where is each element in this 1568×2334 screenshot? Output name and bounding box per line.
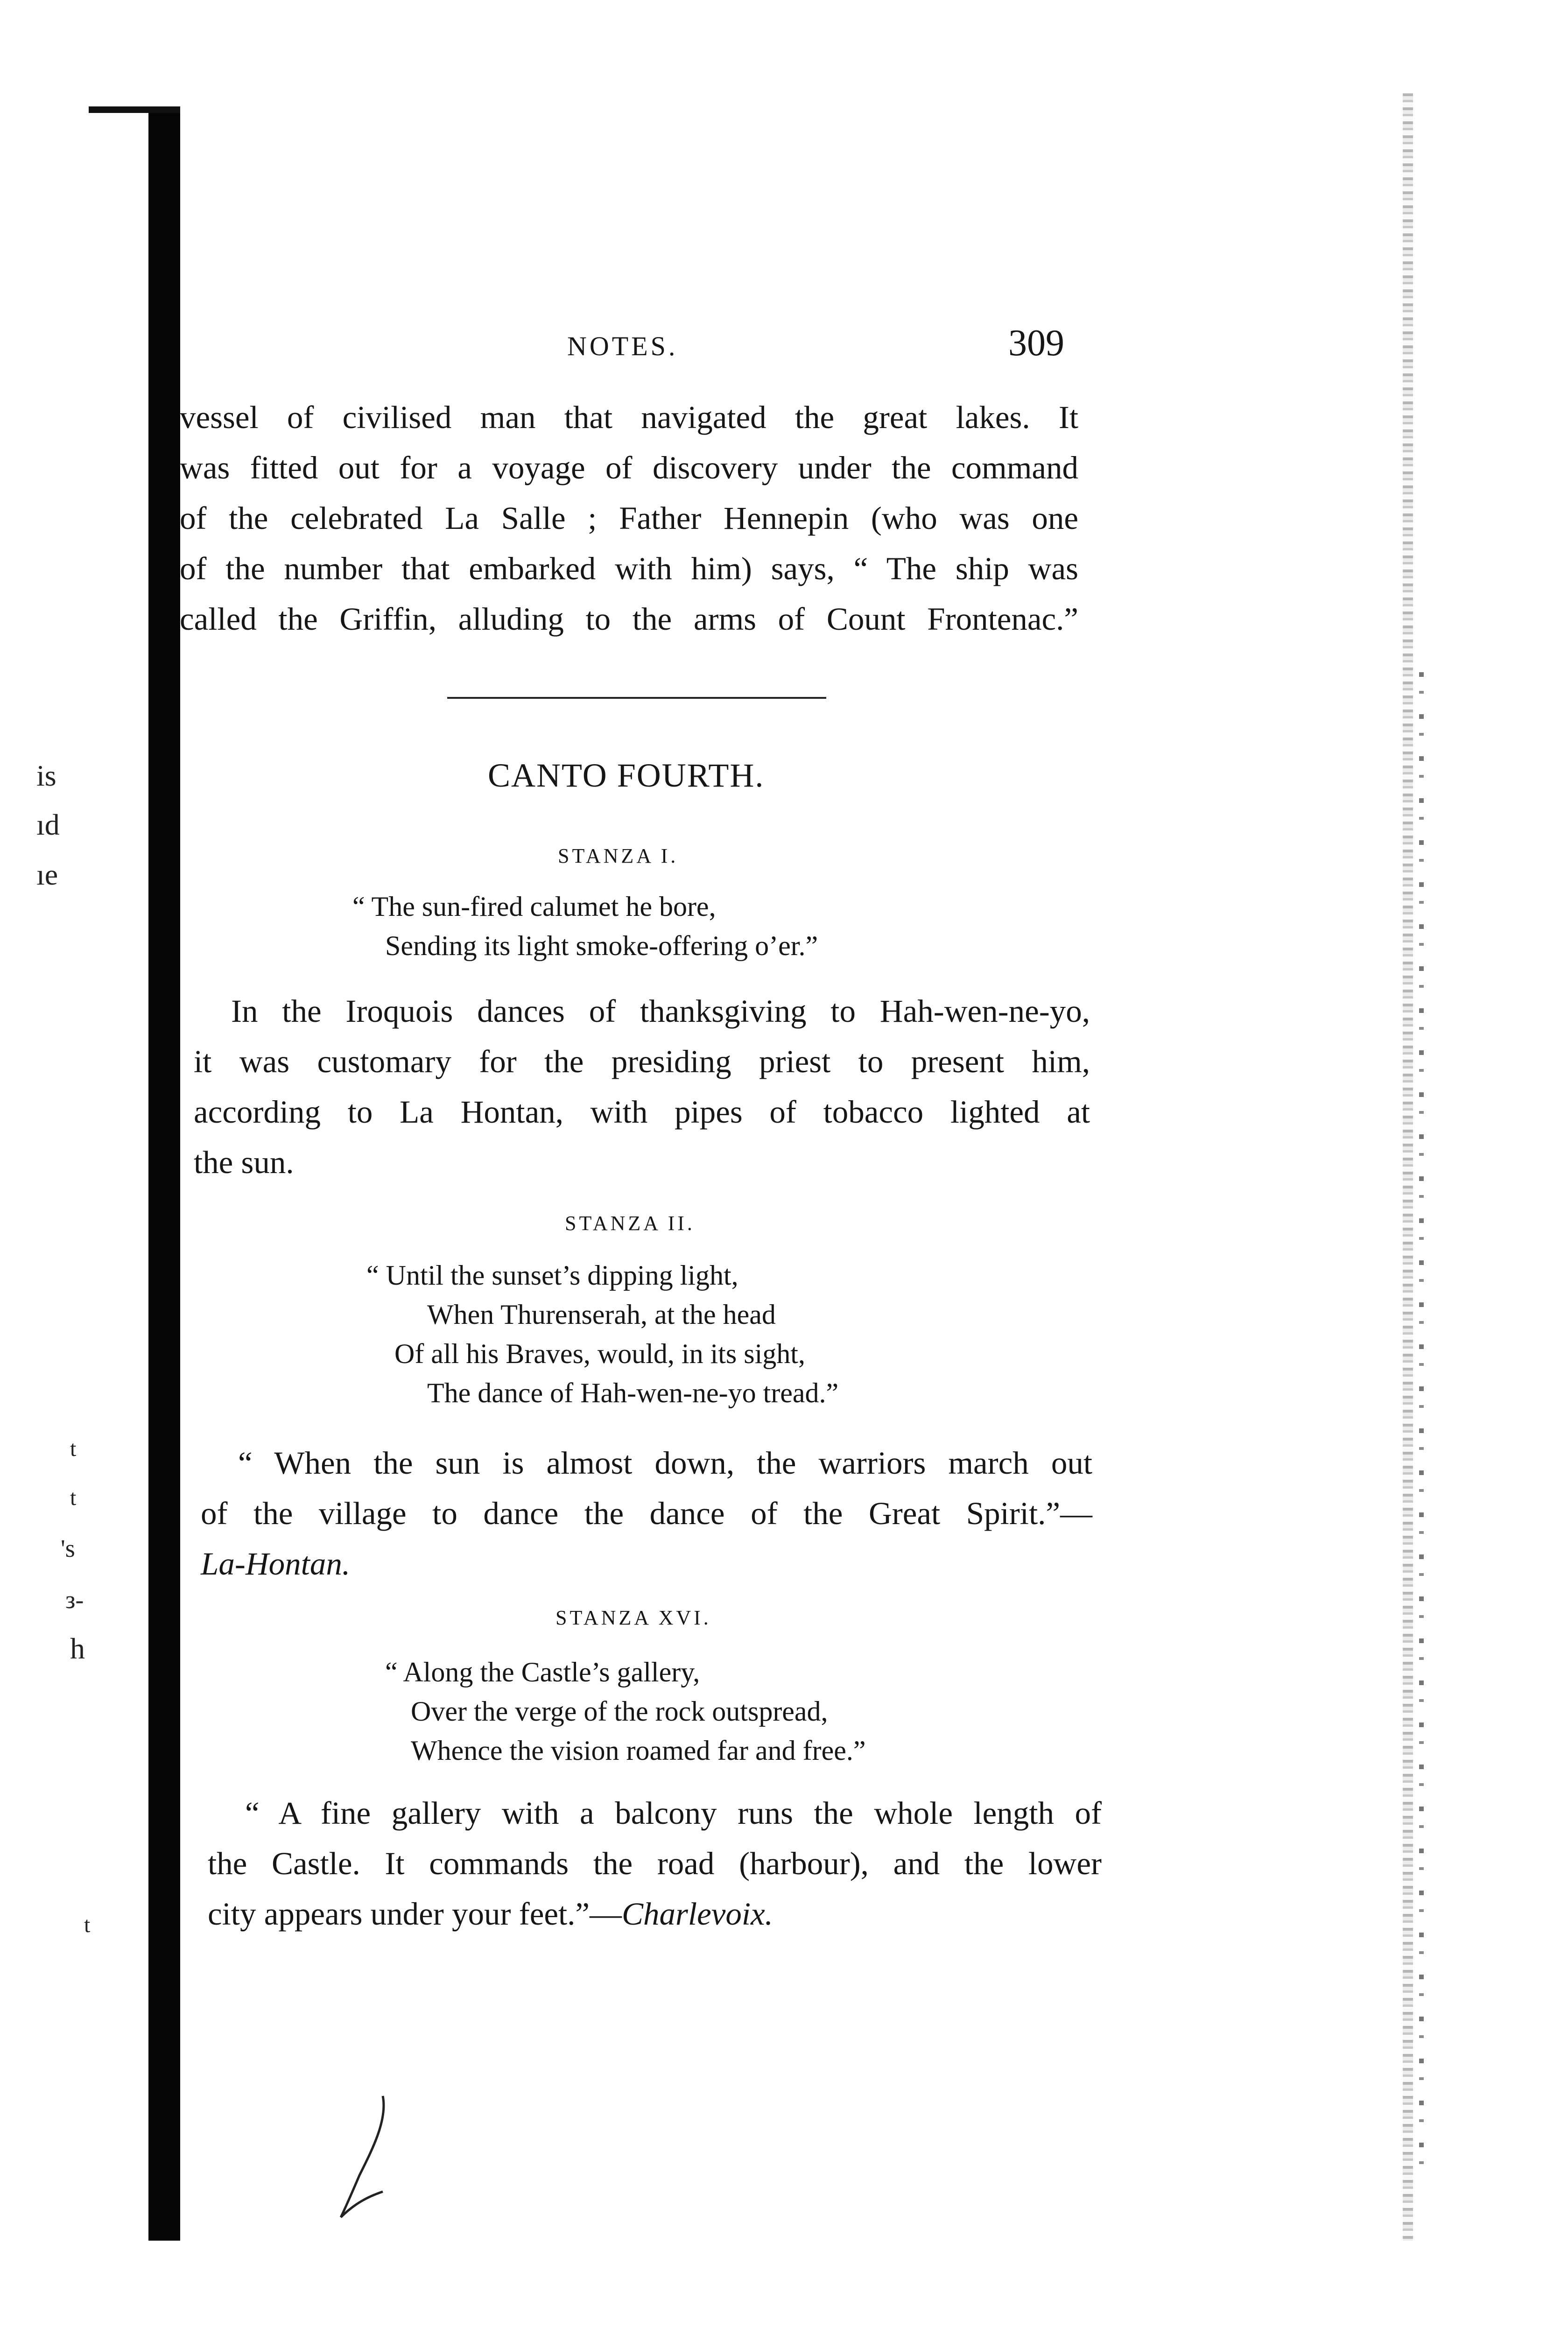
stanza-label: STANZA XVI. bbox=[555, 1606, 711, 1629]
text-line: of the village to dance the dance of the Great Spirit.”— bbox=[201, 1496, 1092, 1531]
verse-line: Over the verge of the rock outspread, bbox=[411, 1696, 828, 1727]
text-line: of the celebrated La Salle ; Father Hennepin (who was one bbox=[180, 500, 1078, 536]
source-attribution: La-Hontan. bbox=[201, 1546, 351, 1582]
text-line: it was customary for the presiding priest to present him, bbox=[194, 1044, 1090, 1079]
verse-line: “ The sun-fired calumet he bore, bbox=[352, 891, 716, 922]
text-line: “ When the sun is almost down, the warriors march out bbox=[238, 1445, 1092, 1481]
running-title: NOTES. bbox=[567, 331, 678, 361]
stanza-label: STANZA II. bbox=[565, 1212, 695, 1235]
text-line: In the Iroquois dances of thanksgiving to Hah-wen-ne-yo, bbox=[231, 993, 1090, 1029]
text-line: “ A fine gallery with a balcony runs the whole length of bbox=[245, 1795, 1102, 1831]
stanza-note bbox=[208, 1788, 1102, 1939]
bleed-through-text: t bbox=[70, 1436, 77, 1461]
bleed-through-text: 's bbox=[61, 1534, 75, 1562]
intro-paragraph bbox=[180, 392, 1078, 644]
stanza-note bbox=[194, 986, 1090, 1188]
section-divider bbox=[447, 697, 826, 699]
verse-line: Sending its light smoke-offering o’er.” bbox=[385, 930, 818, 961]
verse-quote bbox=[366, 1256, 838, 1413]
verse-line: Of all his Braves, would, in its sight, bbox=[394, 1338, 805, 1369]
text-line: according to La Hontan, with pipes of tobacco lighted at bbox=[194, 1094, 1090, 1130]
verse-line: “ Until the sunset’s dipping light, bbox=[366, 1260, 738, 1291]
text-line-body: city appears under your feet.”— bbox=[208, 1896, 622, 1932]
gutter-top-edge bbox=[89, 106, 180, 113]
text-line: was fitted out for a voyage of discovery under the command bbox=[180, 450, 1078, 485]
text-line bbox=[208, 1889, 1102, 1939]
verse-line: Whence the vision roamed far and free.” bbox=[411, 1735, 866, 1766]
bleed-through-text: ıd bbox=[36, 808, 60, 841]
pen-mark bbox=[327, 2091, 420, 2231]
page-number: 309 bbox=[1008, 323, 1064, 364]
verse-quote bbox=[352, 887, 818, 965]
bleed-through-text: is bbox=[36, 759, 56, 792]
bleed-through-text: t bbox=[70, 1485, 77, 1510]
verse-quote bbox=[385, 1652, 866, 1770]
text-line: of the number that embarked with him) says, “ The ship was bbox=[180, 551, 1078, 586]
text-line: vessel of civilised man that navigated the great lakes. It bbox=[180, 400, 1078, 435]
page-edge-noise bbox=[1403, 93, 1413, 2241]
page-edge-noise bbox=[1419, 672, 1424, 2185]
verse-line: The dance of Hah-wen-ne-yo tread.” bbox=[427, 1378, 839, 1408]
stanza-label: STANZA I. bbox=[558, 844, 679, 867]
text-line: the sun. bbox=[194, 1145, 294, 1180]
verse-line: “ Along the Castle’s gallery, bbox=[385, 1657, 700, 1687]
bleed-through-text: t bbox=[84, 1912, 91, 1937]
book-gutter-shadow bbox=[148, 106, 180, 2241]
verse-line: When Thurenserah, at the head bbox=[427, 1299, 776, 1330]
source-attribution: Charlevoix. bbox=[622, 1896, 773, 1932]
stanza-note bbox=[201, 1438, 1092, 1589]
bleed-through-text: з- bbox=[65, 1586, 84, 1614]
text-line: the Castle. It commands the road (harbour), and the lower bbox=[208, 1846, 1102, 1881]
canto-heading: CANTO FOURTH. bbox=[488, 757, 765, 794]
bleed-through-text: h bbox=[70, 1632, 85, 1665]
text-line: called the Griffin, alluding to the arms of Count Frontenac.” bbox=[180, 601, 1078, 637]
bleed-through-text: ıe bbox=[36, 858, 58, 891]
